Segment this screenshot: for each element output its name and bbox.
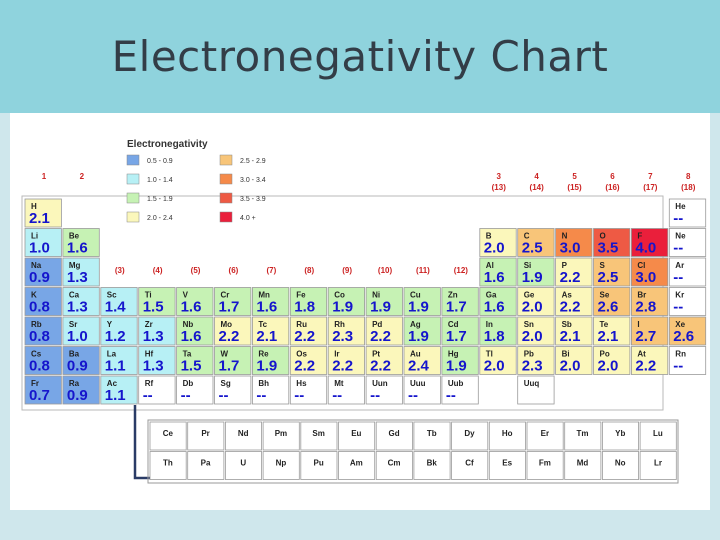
element-symbol: Cs [31,349,42,359]
element-symbol: Sc [106,290,117,300]
element-value: 1.9 [408,298,429,316]
element-value: 2.0 [483,239,505,257]
element-value: 2.2 [294,328,316,345]
group-label: (4) [152,266,163,275]
element-symbol: Cf [465,458,474,468]
element-value: 4.0 [635,239,657,257]
element-symbol: Pa [200,458,211,468]
element-symbol: Fm [538,458,551,468]
element-symbol: B [485,231,492,241]
group-label-iupac: (16) [605,183,620,192]
legend-label: 3.0 - 3.4 [240,177,266,184]
element-value: 1.6 [256,298,278,316]
element-value: 1.7 [445,328,467,345]
element-symbol: In [485,320,493,329]
element-value: 2.0 [521,298,543,316]
element-value: 1.8 [483,328,505,345]
element-symbol: Tm [576,429,589,438]
group-label: 8 [686,172,691,181]
element-symbol: Dy [464,429,475,438]
element-value: 1.7 [445,298,467,316]
element-symbol: Lu [653,429,663,438]
element-symbol: Ge [523,290,535,300]
element-symbol: As [561,290,572,300]
element-symbol: Ar [675,261,685,270]
element-symbol: Pu [313,458,324,468]
element-symbol: Ba [68,349,80,359]
group-label: 7 [648,172,653,181]
element-value: 0.9 [66,357,88,375]
element-symbol: Mn [258,290,270,300]
element-value: 1.3 [66,298,88,316]
group-label: (10) [377,266,393,275]
element-symbol: Pm [274,429,288,438]
group-label: 6 [610,172,615,181]
element-symbol: Er [540,429,550,438]
element-symbol: O [599,231,606,241]
legend-swatch [127,193,139,203]
element-symbol: Rf [144,379,154,388]
element-value: 1.0 [66,328,88,345]
element-symbol: Cr [220,290,230,300]
legend-swatch [220,212,232,222]
element-symbol: Fr [31,379,39,388]
legend-label: 3.5 - 3.9 [240,196,266,203]
element-value: 2.2 [635,357,657,375]
element-value: 1.7 [218,298,240,316]
element-value: 0.9 [29,269,50,286]
element-value: -- [673,239,684,257]
element-symbol: Ir [334,349,340,359]
element-symbol: Rb [31,320,42,329]
element-symbol: Be [68,231,80,241]
element-value: 2.6 [597,298,619,316]
element-symbol: Sm [312,429,325,438]
group-label: (5) [190,266,201,275]
element-symbol: La [106,349,117,359]
element-value: 3.0 [559,239,581,257]
element-symbol: Pr [201,429,210,438]
group-label-iupac: (15) [567,183,582,192]
element-symbol: H [31,202,37,211]
element-symbol: Ca [68,290,80,300]
element-value: -- [673,298,684,316]
element-value: 2.2 [559,269,581,286]
element-symbol: Hs [296,379,307,388]
element-symbol: Nd [237,429,249,438]
group-label-iupac: (13) [491,183,506,192]
element-value: 0.8 [29,357,50,375]
group-label: (11) [416,266,430,275]
element-symbol: Es [502,458,513,468]
group-label-iupac: (18) [681,183,696,192]
element-value: -- [673,269,684,286]
element-value: -- [256,387,267,404]
group-label: (7) [266,266,277,275]
slide-title: Electronegativity Chart [111,32,609,81]
element-value: 1.5 [142,298,164,316]
element-value: 2.8 [635,298,657,316]
element-value: -- [294,387,305,404]
element-symbol: Zn [447,290,458,300]
element-value: 1.9 [370,298,391,316]
legend-label: 2.0 - 2.4 [147,215,173,222]
element-value: 1.6 [483,269,505,286]
group-label: 5 [572,172,577,181]
element-symbol: U [240,458,247,468]
element-symbol: Ti [144,290,152,300]
element-symbol: Se [599,290,610,300]
legend-swatch [220,174,232,184]
element-value: 2.0 [597,357,619,375]
element-value: 2.2 [332,357,354,375]
element-value: 1.9 [521,269,543,286]
element-value: 1.6 [483,298,505,316]
element-symbol: Sb [561,320,572,329]
element-value: 2.1 [29,210,50,227]
legend-label: 1.5 - 1.9 [147,196,173,203]
element-symbol: Mo [220,320,233,329]
element-value: -- [332,387,343,404]
element-symbol: Uuq [523,379,540,388]
element-symbol: Br [637,290,647,300]
group-label: (9) [342,266,353,275]
element-value: -- [218,387,229,404]
element-symbol: Po [599,349,610,359]
element-symbol: Hg [447,349,459,359]
element-symbol: Ra [68,379,80,388]
group-label: (3) [114,266,125,275]
element-symbol: I [637,320,640,329]
element-symbol: Cu [410,290,421,300]
element-value: 1.6 [180,328,202,345]
element-symbol: C [523,231,530,241]
element-symbol: Pb [523,349,534,359]
element-value: 1.2 [104,328,126,345]
element-value: 1.1 [104,387,126,404]
element-value: 2.7 [635,328,657,345]
legend-title: Electronegativity [127,139,208,150]
element-value: 1.8 [294,298,316,316]
element-symbol: Nb [182,320,194,329]
element-symbol: Cl [637,261,646,270]
legend-label: 4.0 + [240,215,256,222]
element-value: 3.5 [597,239,619,257]
legend-label: 0.5 - 0.9 [147,158,173,165]
element-symbol: Zr [144,320,153,329]
group-label: 3 [496,172,501,181]
element-symbol: Md [576,458,589,468]
element-value: 1.9 [256,357,278,375]
element-symbol: He [675,202,686,211]
element-symbol: P [561,261,567,270]
element-symbol: Rh [334,320,345,329]
element-value: 3.0 [635,269,657,286]
element-value: 1.6 [180,298,202,316]
element-value: 2.2 [370,328,391,345]
element-symbol: Ce [162,429,173,438]
element-symbol: W [220,349,229,359]
element-symbol: Li [31,231,39,241]
element-value: 2.2 [559,298,581,316]
element-symbol: Pt [372,349,381,359]
element-symbol: Lr [653,458,662,468]
element-symbol: S [599,261,605,270]
element-symbol: Ga [485,290,497,300]
legend-label: 2.5 - 2.9 [240,158,266,165]
element-value: 1.3 [66,269,88,286]
element-symbol: Cm [387,458,401,468]
legend-swatch [127,155,139,165]
element-value: 2.6 [673,328,695,345]
element-symbol: Bk [426,458,437,468]
element-value: 0.9 [66,387,88,404]
element-symbol: Np [275,458,287,468]
element-symbol: Tc [258,320,268,329]
element-symbol: Au [410,349,421,359]
element-symbol: V [182,290,188,300]
element-symbol: Cd [447,320,459,329]
element-value: -- [180,387,191,404]
element-symbol: Tl [485,349,493,359]
element-symbol: Sr [68,320,78,329]
element-value: 2.2 [294,357,316,375]
element-value: 1.3 [142,357,164,375]
group-label: (12) [453,266,468,275]
element-symbol: Co [334,290,345,300]
element-value: 1.4 [104,298,126,316]
legend-swatch [220,155,232,165]
element-symbol: F [637,231,643,241]
element-value: 2.2 [218,328,240,345]
element-symbol: Ru [296,320,307,329]
element-symbol: Ag [410,320,421,329]
element-value: 2.0 [483,357,505,375]
element-symbol: Sn [523,320,534,329]
element-value: -- [370,387,381,404]
element-symbol: Ne [675,231,686,241]
element-value: 2.0 [559,357,581,375]
element-symbol: Rn [675,349,686,359]
element-symbol: Os [296,349,307,359]
element-symbol: Si [523,261,532,270]
element-symbol: N [561,231,568,241]
element-value: 1.1 [104,357,126,375]
element-value: 2.1 [256,328,278,345]
element-value: -- [673,357,684,375]
element-value: 2.5 [597,269,619,286]
group-label: 2 [79,172,85,181]
element-symbol: Uun [372,379,388,388]
element-symbol: Yb [615,429,626,438]
element-value: 0.8 [29,298,50,316]
element-symbol: Bi [561,349,570,359]
element-symbol: Pd [372,320,383,329]
element-symbol: Mt [334,379,344,388]
element-symbol: At [637,349,646,359]
element-symbol: Fe [296,290,306,300]
element-value: 1.5 [180,357,202,375]
element-value: 2.3 [521,357,543,375]
element-symbol: Xe [675,320,686,329]
element-value: -- [142,387,153,404]
element-value: 1.9 [332,298,354,316]
element-symbol: Na [31,261,42,270]
element-symbol: Uuu [410,379,426,388]
element-symbol: Eu [351,429,362,438]
element-symbol: Gd [388,429,400,438]
element-value: 2.5 [521,239,543,257]
element-symbol: Sg [220,379,231,388]
element-value: 2.0 [521,328,543,345]
element-symbol: K [31,290,37,300]
element-value: 2.1 [597,328,619,345]
group-label: 1 [41,172,47,181]
element-symbol: Tb [426,429,437,438]
element-symbol: Bh [258,379,270,388]
element-value: 2.3 [332,328,354,345]
element-symbol: Ni [372,290,381,300]
element-value: 2.1 [559,328,581,345]
element-value: -- [445,387,456,404]
element-value: 2.4 [408,357,429,375]
legend-swatch [127,174,139,184]
element-symbol: Hf [144,349,154,359]
element-symbol: Th [162,458,173,468]
element-symbol: No [614,458,626,468]
element-value: 1.7 [218,357,240,375]
element-symbol: Mg [68,261,81,270]
element-value: -- [673,210,684,227]
element-value: 1.9 [408,328,429,345]
group-label-iupac: (14) [529,183,544,192]
legend-swatch [127,212,139,222]
element-value: 2.2 [370,357,391,375]
element-symbol: Kr [675,290,685,300]
element-symbol: Db [182,379,194,388]
element-symbol: Al [485,261,494,270]
group-label: (8) [304,266,315,275]
element-symbol: Uub [447,379,464,388]
element-symbol: Ta [182,349,192,359]
element-value: 1.0 [29,239,50,257]
element-value: 1.3 [142,328,164,345]
element-value: -- [408,387,418,404]
legend-label: 1.0 - 1.4 [147,177,173,184]
element-value: 0.7 [29,387,50,404]
group-label-iupac: (17) [643,183,658,192]
group-label: (6) [228,266,239,275]
element-symbol: Ac [106,379,118,388]
element-symbol: Te [599,320,609,329]
group-label: 4 [534,172,539,181]
element-symbol: Am [349,458,363,468]
element-symbol: Ho [501,429,513,438]
legend-swatch [220,193,232,203]
element-value: 1.9 [445,357,467,375]
element-value: 0.8 [29,328,50,345]
element-value: 1.6 [66,239,88,257]
element-symbol: Re [258,349,269,359]
element-symbol: Y [106,320,113,329]
